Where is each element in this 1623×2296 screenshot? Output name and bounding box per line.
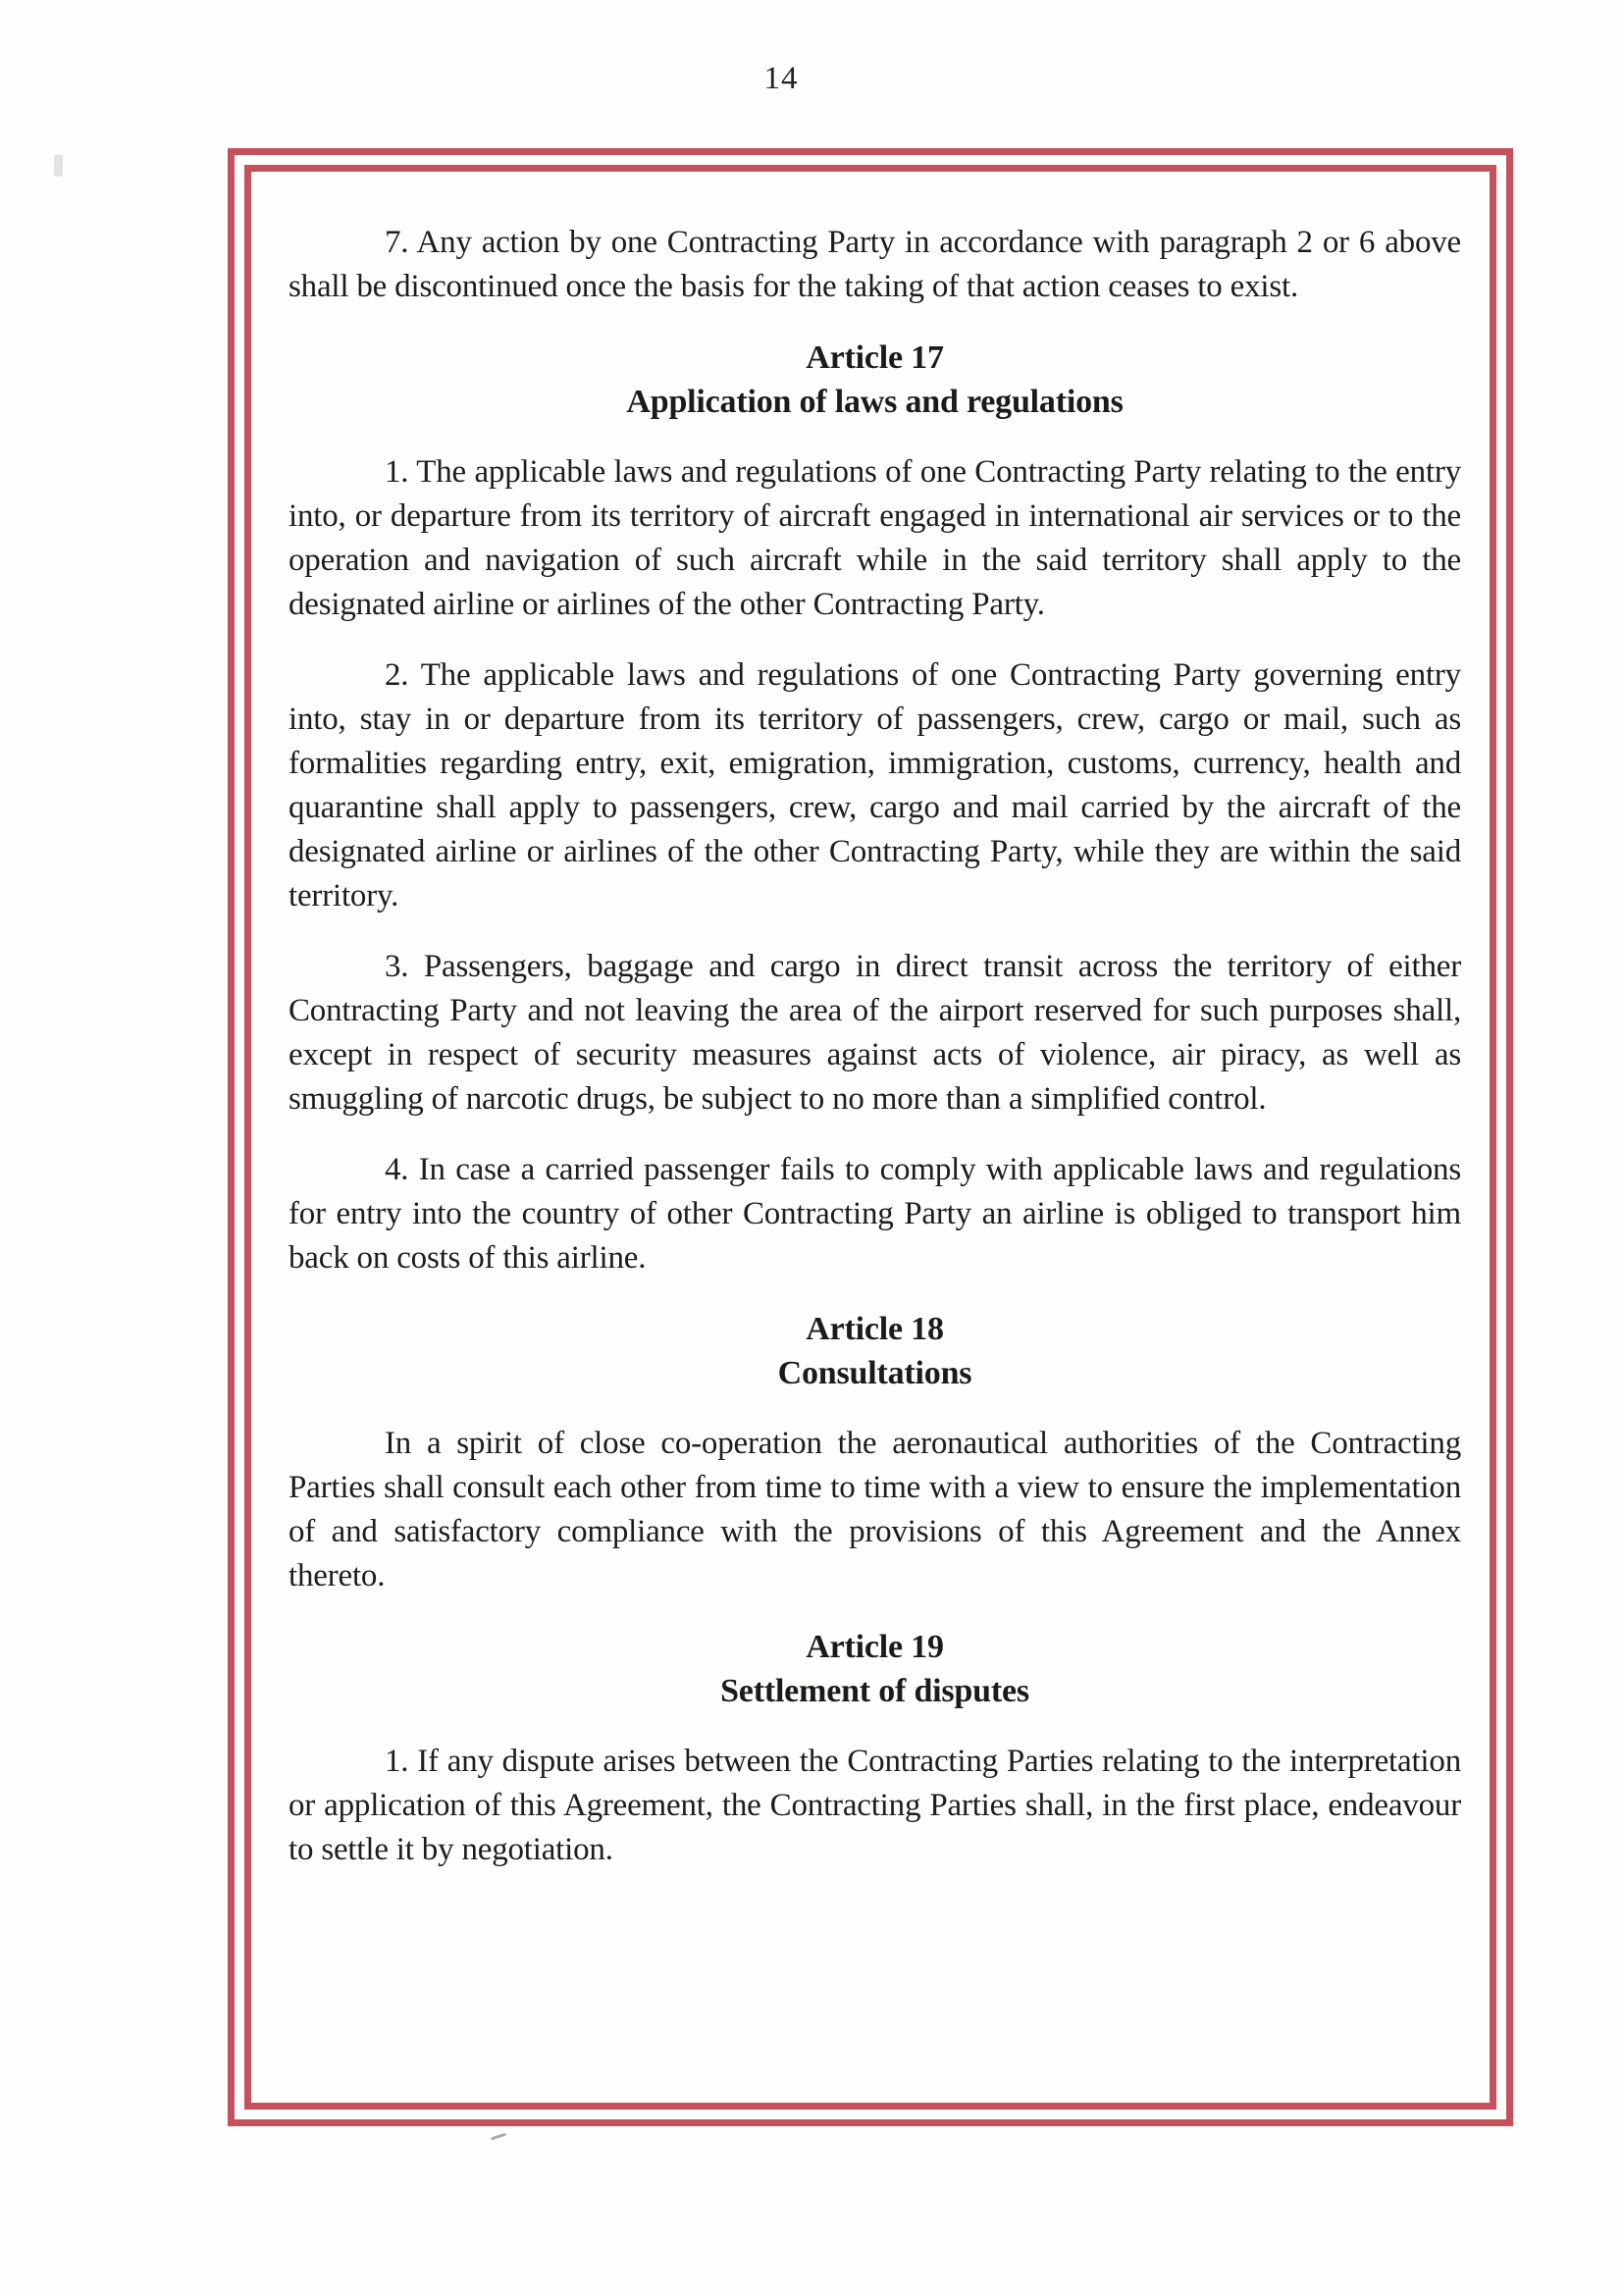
article-17-title: Article 17	[806, 339, 944, 376]
pencil-mark-artifact	[491, 2133, 506, 2141]
paragraph-article17-1: 1. The applicable laws and regulations of one Contracting Party relating to the entry into, or departure from its territory of aircraft engaged in international air services or to the operation and navigation of such aircraft while in the said territory shall apply to the designated airline or airlines of the other Contracting Party.	[288, 454, 1461, 622]
document-body	[288, 221, 1461, 1872]
page-number: 14	[763, 61, 799, 96]
decorative-inner-border	[244, 165, 1496, 2110]
paragraph-article16-7: 7. Any action by one Contracting Party in accordance with paragraph 2 or 6 above shall be discontinued once the basis for the taking of that action ceases to exist.	[288, 225, 1461, 304]
article-19-title: Article 19	[806, 1629, 944, 1665]
article-18-heading	[288, 1307, 1461, 1395]
paragraph-article18-1: In a spirit of close co-operation the aeronautical authorities of the Contracting Parties shall consult each other from time to time with a view to ensure the implementation of and satisfactory compliance with the provisions of this Agreement and the Annex thereto.	[288, 1426, 1461, 1593]
article-18-subtitle: Consultations	[777, 1355, 972, 1391]
paragraph-article17-4: 4. In case a carried passenger fails to comply with applicable laws and regulations for entry into the country of other Contracting Party an airline is obliged to transport him back on costs of this airline.	[288, 1152, 1461, 1276]
article-18-title: Article 18	[806, 1311, 944, 1347]
paragraph-article17-2: 2. The applicable laws and regulations of one Contracting Party governing entry into, stay in or departure from its territory of passengers, crew, cargo or mail, such as formalities regarding entry, exit, emigration, immigration, customs, currency, health and quarantine shall apply to passengers, crew, cargo and mail carried by the aircraft of the designated airline or airlines of the other Contracting Party, while they are within the said territory.	[288, 657, 1461, 913]
article-19-subtitle: Settlement of disputes	[720, 1673, 1029, 1709]
paragraph-article17-3: 3. Passengers, baggage and cargo in direct transit across the territory of either Contracting Party and not leaving the area of the airport reserved for such purposes shall, except in respect of security measures against acts of violence, air piracy, as well as smuggling of narcotic drugs, be subject to no more than a simplified control.	[288, 949, 1461, 1117]
scan-smudge-artifact	[54, 155, 63, 177]
paragraph-article19-1: 1. If any dispute arises between the Contracting Parties relating to the interpretation or application of this Agreement, the Contracting Parties shall, in the first place, endeavour to settle it by negotiation.	[288, 1744, 1461, 1867]
decorative-double-border-frame	[228, 148, 1513, 2126]
article-17-heading	[288, 336, 1461, 424]
article-19-heading	[288, 1625, 1461, 1713]
article-17-subtitle: Application of laws and regulations	[626, 384, 1124, 420]
